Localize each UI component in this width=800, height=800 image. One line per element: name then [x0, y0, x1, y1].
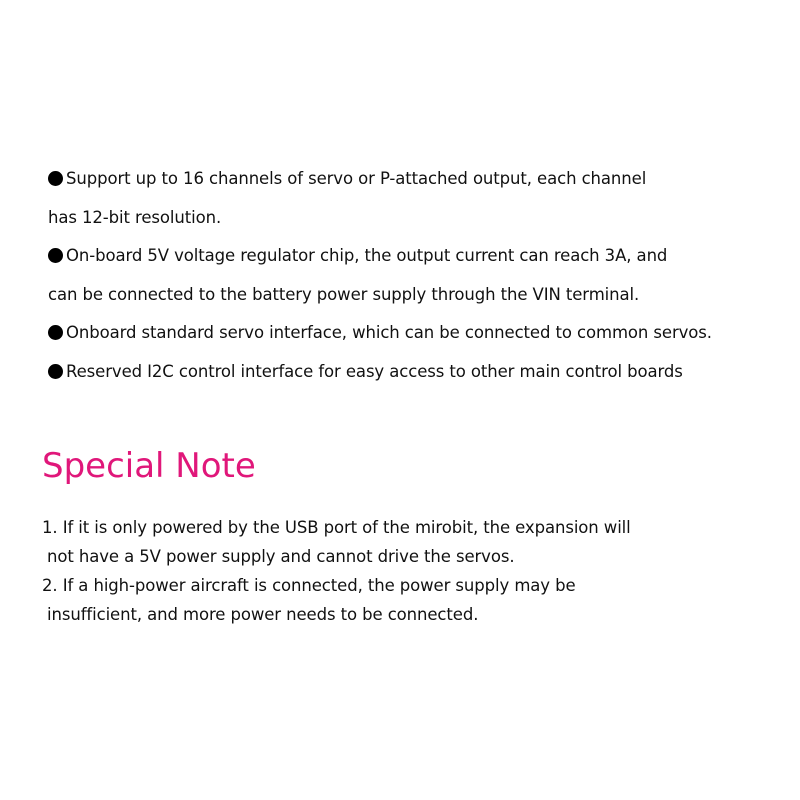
- bullet-icon: [48, 325, 63, 340]
- feature-item: [48, 353, 788, 392]
- feature-text: On-board 5V voltage regulator chip, the output current can reach 3A, and: [66, 246, 668, 266]
- bullet-icon: [48, 248, 63, 263]
- feature-text: Onboard standard servo interface, which can be connected to common servos.: [66, 323, 712, 343]
- bullet-icon: [48, 171, 63, 186]
- special-note-heading: Special Note: [42, 446, 256, 486]
- note-item: [42, 571, 782, 600]
- special-note-list: [42, 513, 782, 629]
- feature-text: can be connected to the battery power supply through the VIN terminal.: [48, 284, 640, 304]
- note-text: insufficient, and more power needs to be connected.: [47, 605, 479, 624]
- feature-text-continuation: [48, 199, 788, 238]
- feature-text: has 12-bit resolution.: [48, 207, 222, 227]
- note-text-continuation: [42, 542, 782, 571]
- note-text-continuation: [42, 600, 782, 629]
- note-text: 2. If a high-power aircraft is connected, the power supply may be: [42, 576, 576, 595]
- note-item: [42, 513, 782, 542]
- feature-item: [48, 237, 788, 276]
- note-text: not have a 5V power supply and cannot drive the servos.: [47, 547, 515, 566]
- bullet-icon: [48, 364, 63, 379]
- feature-item: [48, 160, 788, 199]
- feature-text: Support up to 16 channels of servo or P-attached output, each channel: [66, 169, 647, 188]
- feature-item: [48, 314, 788, 353]
- feature-text-continuation: [48, 276, 788, 315]
- feature-list: [48, 160, 788, 392]
- note-text: 1. If it is only powered by the USB port of the mirobit, the expansion will: [42, 518, 631, 537]
- feature-text: Reserved I2C control interface for easy access to other main control boards: [66, 361, 683, 381]
